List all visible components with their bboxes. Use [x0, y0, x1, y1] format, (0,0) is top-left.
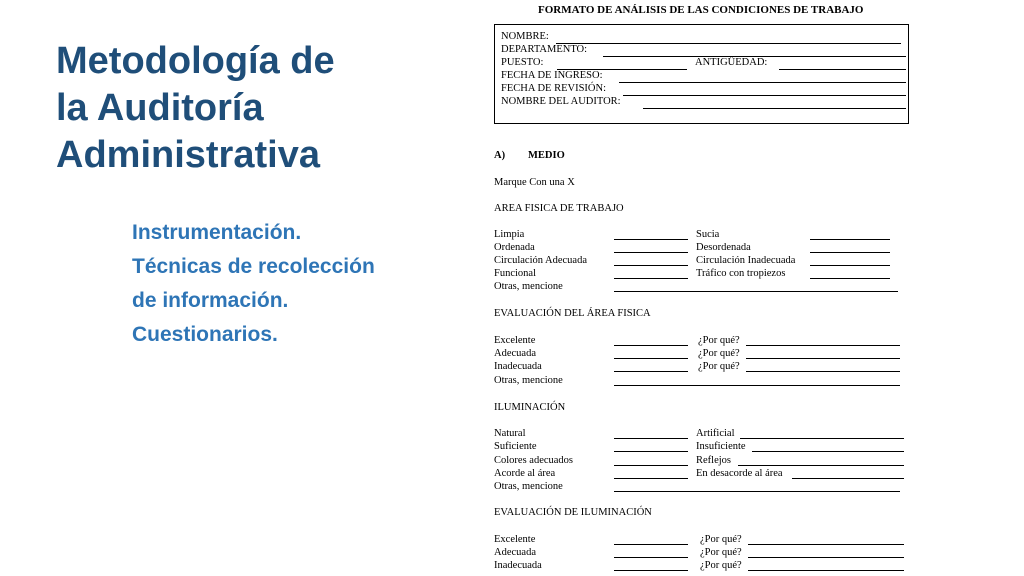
blank-line: [614, 465, 688, 466]
slide-title-line: Metodología de: [56, 40, 335, 82]
field-label: NOMBRE:: [501, 31, 549, 42]
option-left: Adecuada: [494, 547, 536, 558]
blank-line: [614, 345, 688, 346]
field-nombre: [501, 31, 901, 44]
section-letter: A): [494, 150, 506, 161]
area-fisica-title: AREA FISICA DE TRABAJO: [494, 203, 624, 214]
option-right: Insuficiente: [696, 441, 746, 452]
slide-title-line: Administrativa: [56, 134, 320, 176]
form-row: [494, 255, 914, 268]
form-title: FORMATO DE ANÁLISIS DE LAS CONDICIONES DE TRABAJO: [538, 4, 864, 16]
form-row: [494, 534, 914, 547]
form-row: [494, 455, 914, 468]
blank-line: [614, 252, 688, 253]
form-row: [494, 268, 914, 281]
blank-line: [614, 385, 900, 386]
slide-subtitle: [132, 216, 462, 352]
blank-line: [643, 108, 906, 109]
blank-line: [614, 371, 688, 372]
field-puesto: [501, 57, 906, 70]
blank-line: [748, 557, 904, 558]
blank-line: [746, 371, 900, 372]
blank-line: [752, 451, 904, 452]
option-right: ¿Por qué?: [700, 560, 742, 571]
blank-line: [614, 358, 688, 359]
form-row: [494, 335, 914, 348]
subtitle-line: Técnicas de recolección: [132, 255, 375, 278]
blank-line: [614, 438, 688, 439]
blank-line: [748, 570, 904, 571]
field-label: ANTIGÜEDAD:: [695, 57, 768, 68]
option-right: Artificial: [696, 428, 735, 439]
option-right: ¿Por qué?: [700, 547, 742, 558]
blank-line: [810, 278, 890, 279]
option-left: Circulación Adecuada: [494, 255, 588, 266]
field-label: NOMBRE DEL AUDITOR:: [501, 96, 621, 107]
field-fecha-revision: [501, 83, 906, 96]
slide-title-line: la Auditoría: [56, 87, 264, 129]
option-right: ¿Por qué?: [698, 348, 740, 359]
field-label: DEPARTAMENTO:: [501, 44, 588, 55]
form-row: [494, 281, 914, 294]
blank-line: [614, 265, 688, 266]
option-right: Circulación Inadecuada: [696, 255, 796, 266]
option-left: Natural: [494, 428, 526, 439]
blank-line: [738, 465, 904, 466]
blank-line: [614, 491, 900, 492]
blank-line: [614, 451, 688, 452]
blank-line: [810, 252, 890, 253]
evaluacion-area-title: EVALUACIÓN DEL ÁREA FISICA: [494, 308, 651, 319]
slide-title: [56, 38, 456, 179]
form-row: [494, 348, 914, 361]
blank-line: [748, 544, 904, 545]
blank-line: [746, 358, 900, 359]
option-left: Colores adecuados: [494, 455, 574, 466]
option-left: Suficiente: [494, 441, 537, 452]
blank-line: [614, 557, 688, 558]
form-row: [494, 547, 914, 560]
blank-line: [810, 265, 890, 266]
form-instruction: Marque Con una X: [494, 177, 575, 188]
evaluacion-iluminacion-title: EVALUACIÓN DE ILUMINACIÓN: [494, 507, 652, 518]
option-right: ¿Por qué?: [700, 534, 742, 545]
option-right: ¿Por qué?: [698, 335, 740, 346]
subtitle-line: de información.: [132, 289, 289, 312]
field-label: FECHA DE REVISIÓN:: [501, 83, 607, 94]
section-title: MEDIO: [528, 150, 565, 161]
blank-line: [614, 544, 688, 545]
option-right: Sucia: [696, 229, 720, 240]
field-label: FECHA DE INGRESO:: [501, 70, 603, 81]
option-right: ¿Por qué?: [698, 361, 740, 372]
field-departamento: [501, 44, 906, 57]
option-right: Desordenada: [696, 242, 751, 253]
form-row: [494, 428, 914, 441]
subtitle-line: Instrumentación.: [132, 221, 302, 244]
subtitle-line: Cuestionarios.: [132, 323, 278, 346]
field-fecha-ingreso: [501, 70, 906, 83]
blank-line: [792, 478, 904, 479]
form-row: [494, 560, 914, 573]
form-header-box: [494, 24, 909, 124]
blank-line: [614, 291, 898, 292]
section-a-heading: [494, 150, 565, 161]
form-row: [494, 242, 914, 255]
option-left: Inadecuada: [494, 361, 542, 372]
work-conditions-form: [494, 0, 914, 576]
option-left: Ordenada: [494, 242, 535, 253]
option-left: Adecuada: [494, 348, 536, 359]
option-left: Funcional: [494, 268, 536, 279]
option-left: Inadecuada: [494, 560, 542, 571]
form-row: [494, 229, 914, 242]
blank-line: [614, 570, 688, 571]
option-left: Acorde al área: [494, 468, 556, 479]
field-nombre-auditor: [501, 96, 906, 109]
blank-line: [614, 239, 688, 240]
blank-line: [614, 278, 688, 279]
blank-line: [740, 438, 904, 439]
form-row: [494, 375, 914, 388]
blank-line: [746, 345, 900, 346]
field-label: PUESTO:: [501, 57, 544, 68]
form-row: [494, 361, 914, 374]
option-left: Otras, mencione: [494, 281, 563, 292]
option-left: Otras, mencione: [494, 375, 563, 386]
blank-line: [810, 239, 890, 240]
option-right: En desacorde al área: [696, 468, 783, 479]
option-left: Limpia: [494, 229, 525, 240]
form-row: [494, 441, 914, 454]
option-left: Excelente: [494, 534, 536, 545]
option-right: Reflejos: [696, 455, 731, 466]
option-left: Excelente: [494, 335, 536, 346]
iluminacion-title: ILUMINACIÓN: [494, 402, 566, 413]
option-left: Otras, mencione: [494, 481, 563, 492]
form-row: [494, 468, 914, 481]
form-row: [494, 481, 914, 494]
option-right: Tráfico con tropiezos: [696, 268, 786, 279]
blank-line: [614, 478, 688, 479]
